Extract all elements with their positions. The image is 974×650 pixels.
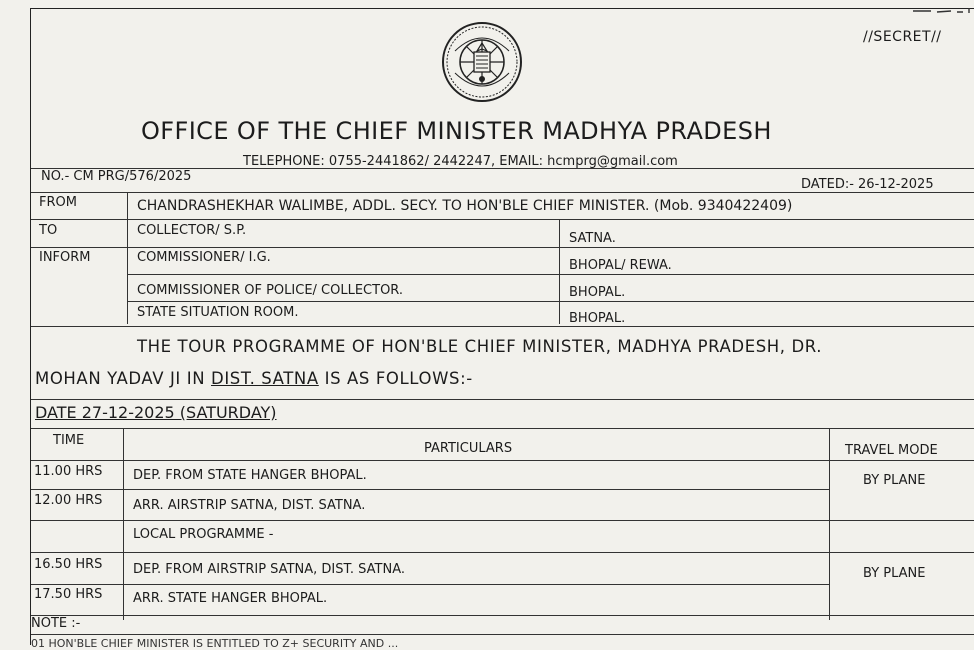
header-particulars: PARTICULARS [424, 441, 513, 456]
inform-label: INFORM [39, 250, 91, 265]
divider [31, 520, 974, 521]
state-seal-emblem [441, 21, 523, 103]
recipient-place: BHOPAL/ REWA. [569, 258, 672, 273]
divider [31, 247, 974, 248]
programme-date: DATE 27-12-2025 (SATURDAY) [35, 403, 277, 422]
district-name: DIST. SATNA [211, 369, 319, 388]
row-particulars: DEP. FROM AIRSTRIP SATNA, DIST. SATNA. [133, 562, 405, 577]
row-time: 12.00 HRS [34, 493, 103, 508]
recipient-office: STATE SITUATION ROOM. [137, 305, 299, 320]
divider [31, 326, 974, 327]
divider [31, 634, 974, 635]
row-particulars: DEP. FROM STATE HANGER BHOPAL. [133, 468, 367, 483]
divider [829, 428, 830, 620]
row-time: 11.00 HRS [34, 464, 103, 479]
from-label: FROM [39, 195, 77, 210]
office-title: OFFICE OF THE CHIEF MINISTER MADHYA PRADESH [141, 117, 772, 145]
classification-marking: //SECRET// [863, 29, 942, 45]
note-label: NOTE :- [31, 616, 81, 631]
divider [31, 399, 974, 400]
row-time: 16.50 HRS [34, 557, 103, 572]
tour-intro-text: IS AS FOLLOWS:- [318, 369, 473, 388]
tour-intro-line-2 [35, 369, 473, 388]
from-value: CHANDRASHEKHAR WALIMBE, ADDL. SECY. TO HON'BLE CHIEF MINISTER. (Mob. 9340422409) [137, 198, 793, 214]
reference-number: NO.- CM PRG/576/2025 [41, 169, 192, 184]
divider [559, 219, 560, 324]
divider [31, 584, 829, 585]
recipient-place: BHOPAL. [569, 311, 626, 326]
row-particulars: LOCAL PROGRAMME - [133, 527, 274, 542]
row-particulars: ARR. STATE HANGER BHOPAL. [133, 591, 328, 606]
divider [127, 274, 974, 275]
recipient-office: COMMISSIONER OF POLICE/ COLLECTOR. [137, 283, 404, 298]
row-travel-mode: BY PLANE [863, 566, 926, 581]
divider [123, 428, 124, 620]
row-particulars: ARR. AIRSTRIP SATNA, DIST. SATNA. [133, 498, 366, 513]
recipient-place: BHOPAL. [569, 285, 626, 300]
scribble-marks [911, 3, 974, 17]
tour-intro-line-1: THE TOUR PROGRAMME OF HON'BLE CHIEF MINISTER, MADHYA PRADESH, DR. [137, 337, 823, 356]
divider [127, 192, 128, 324]
header-travel-mode: TRAVEL MODE [845, 443, 938, 458]
document-sheet [30, 8, 974, 650]
divider [31, 219, 974, 220]
recipient-office: COMMISSIONER/ I.G. [137, 250, 271, 265]
dated: DATED:- 26-12-2025 [801, 177, 934, 192]
recipient-office: COLLECTOR/ S.P. [137, 223, 247, 238]
header-time: TIME [53, 433, 85, 448]
tour-intro-text: MOHAN YADAV JI IN [35, 369, 212, 388]
row-travel-mode: BY PLANE [863, 473, 926, 488]
to-label: TO [39, 223, 58, 238]
divider [31, 615, 974, 616]
divider [31, 428, 974, 429]
divider [31, 489, 829, 490]
note-item: 01 HON'BLE CHIEF MINISTER IS ENTITLED TO Z+ SECURITY AND ... [31, 637, 399, 650]
divider [31, 460, 974, 461]
divider [127, 301, 974, 302]
divider [31, 192, 974, 193]
recipient-place: SATNA. [569, 231, 616, 246]
contact-line: TELEPHONE: 0755-2441862/ 2442247, EMAIL: hcmprg@gmail.com [243, 154, 678, 169]
divider [31, 552, 974, 553]
row-time: 17.50 HRS [34, 587, 103, 602]
